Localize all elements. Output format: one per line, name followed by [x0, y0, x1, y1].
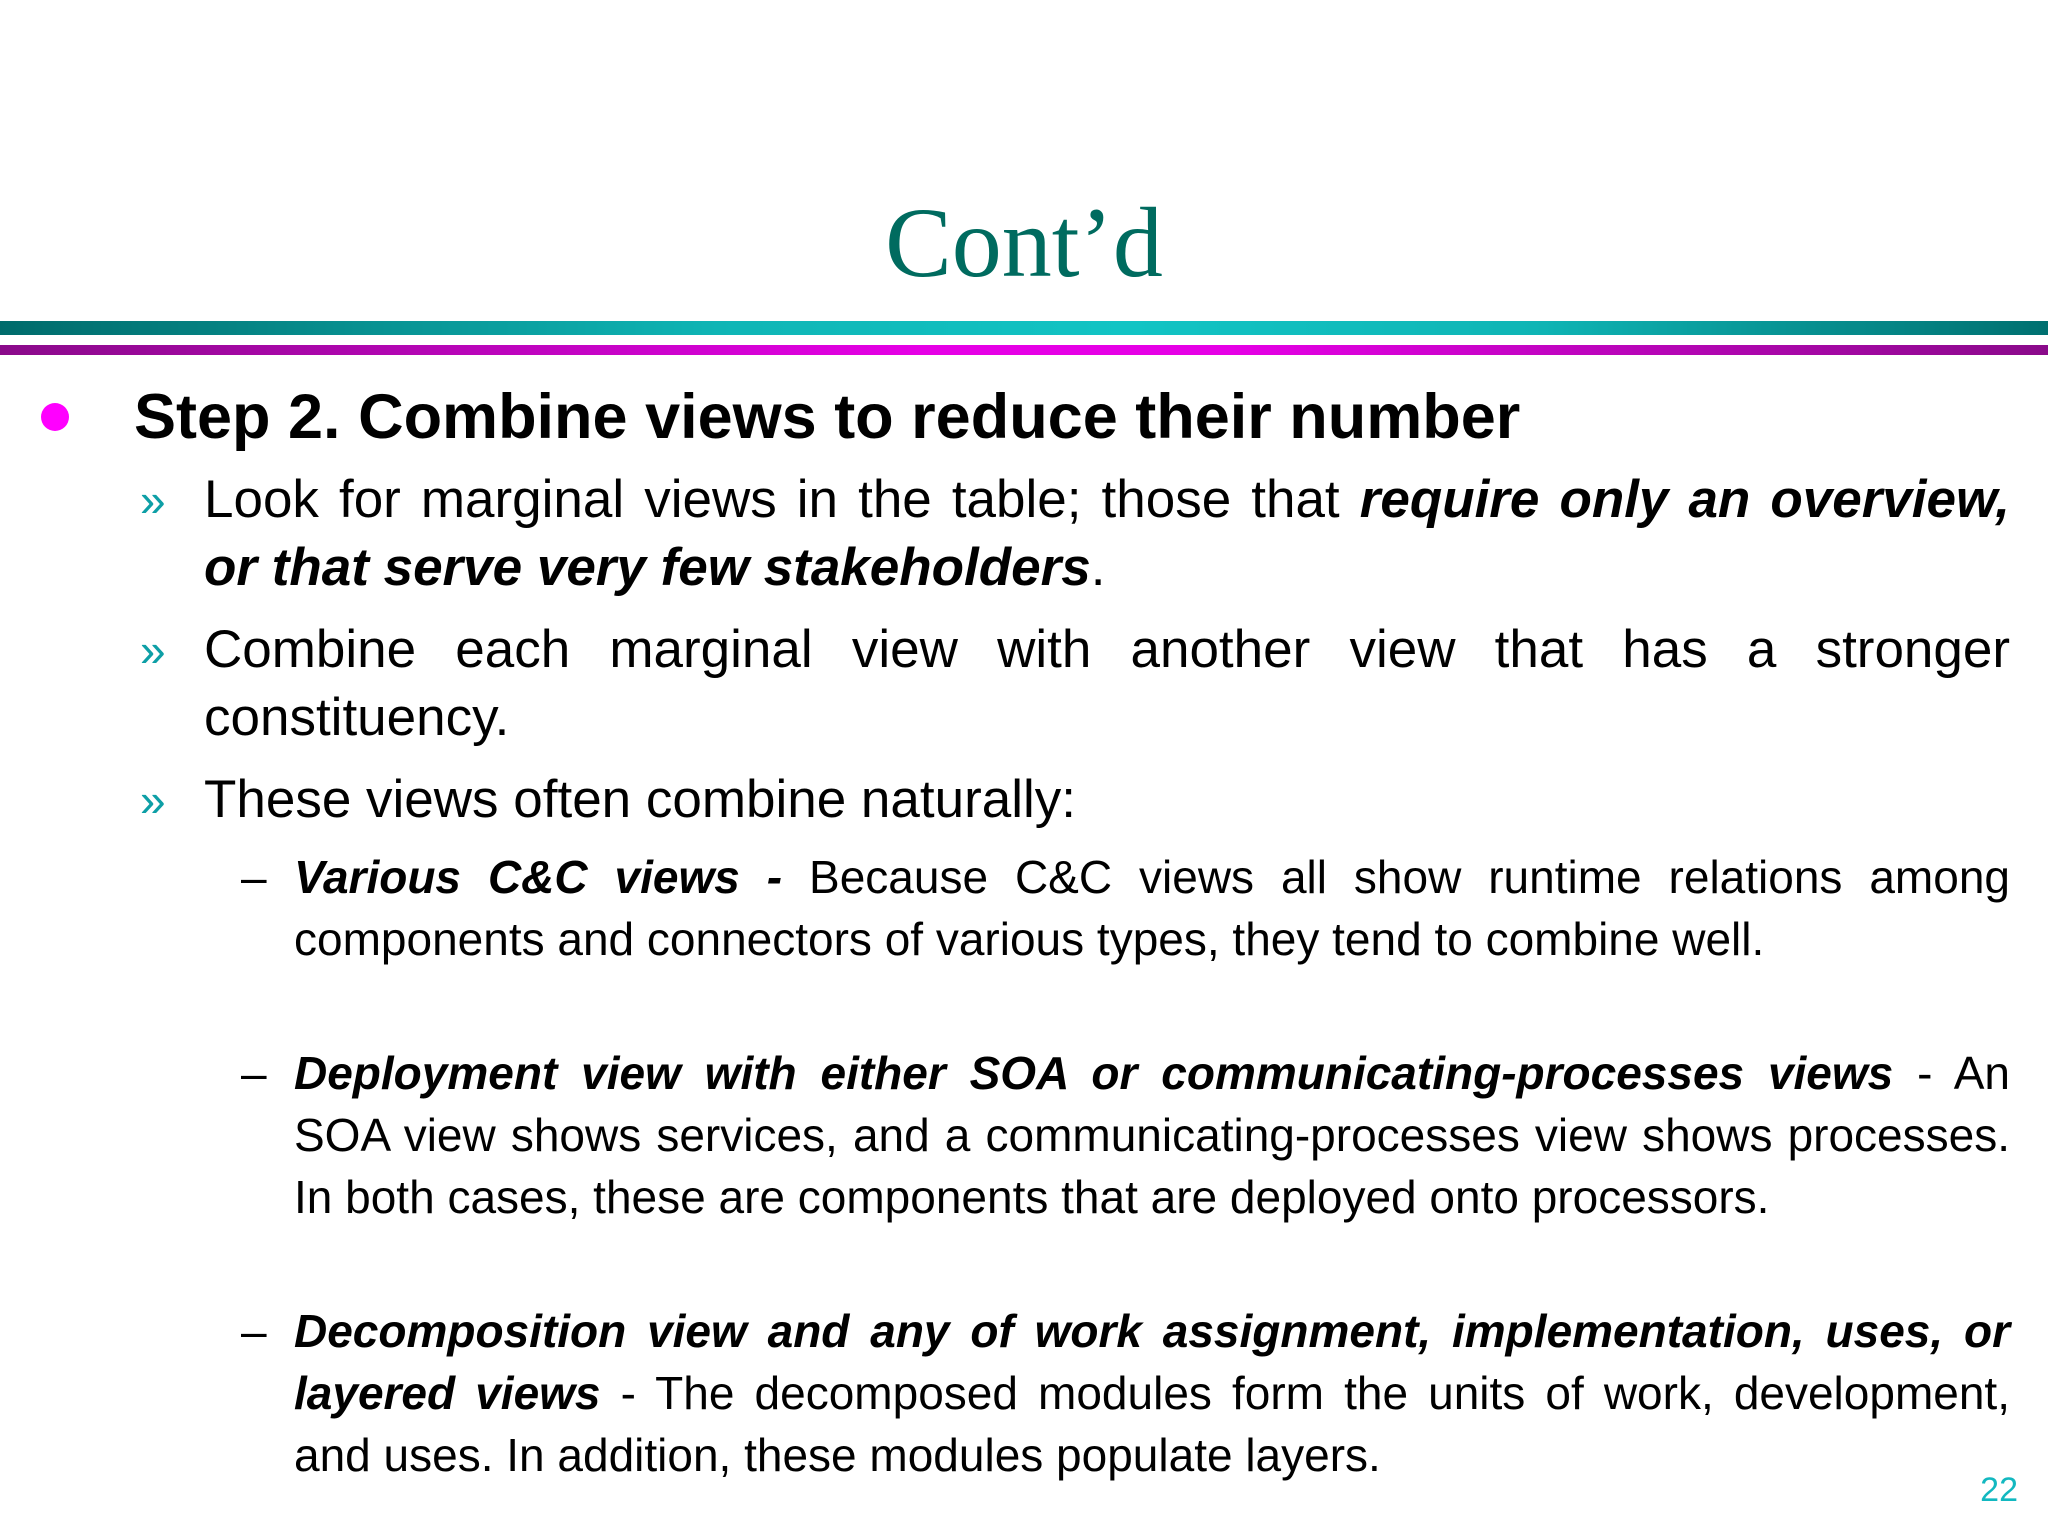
title-divider-teal	[0, 321, 2048, 335]
emphasis-text: Decomposition view and any of work assignment, implementation, uses, or layered views	[294, 1305, 2010, 1419]
emphasis-text: Deployment view with either SOA or communicating-processes views	[294, 1047, 1894, 1099]
example-text: Various C&C views - Because C&C views all show runtime relations among components and connectors of various types, they tend to combine well.	[294, 851, 2010, 965]
example-text: Decomposition view and any of work assignment, implementation, uses, or layered views - The decomposed modules form the units of work, development, and uses. In addition, these modules populate layers.	[294, 1305, 2010, 1481]
sub-bullet-text: Look for marginal views in the table; those that require only an overview, or that serve very few stakeholders.	[204, 470, 2010, 597]
page-number: 22	[1980, 1471, 2018, 1509]
bullet-dot-icon	[41, 403, 69, 431]
chevron-icon: »	[140, 624, 166, 676]
chevron-icon: »	[140, 474, 166, 526]
slide-title: Cont’d	[885, 187, 1163, 298]
sub-bullet-text: Combine each marginal view with another view that has a stronger constituency.	[204, 620, 2010, 747]
emphasis-text: require only an overview, or that serve very few stakeholders	[204, 470, 2010, 597]
example-text: Deployment view with either SOA or communicating-processes views - An SOA view shows services, and a communicating-processes view shows processes. In both cases, these are components that are deployed onto processors.	[294, 1047, 2010, 1223]
dash-marker: –	[241, 1047, 267, 1099]
emphasis-text: Various C&C views -	[294, 851, 783, 903]
chevron-icon: »	[140, 774, 166, 826]
main-bullet	[0, 372, 2048, 462]
title-divider-magenta	[0, 345, 2048, 355]
main-bullet-text: Step 2. Combine views to reduce their number	[134, 382, 1521, 452]
dash-marker: –	[241, 1305, 267, 1357]
sub-bullet-text: These views often combine naturally:	[204, 770, 1076, 829]
dash-marker: –	[241, 851, 267, 903]
